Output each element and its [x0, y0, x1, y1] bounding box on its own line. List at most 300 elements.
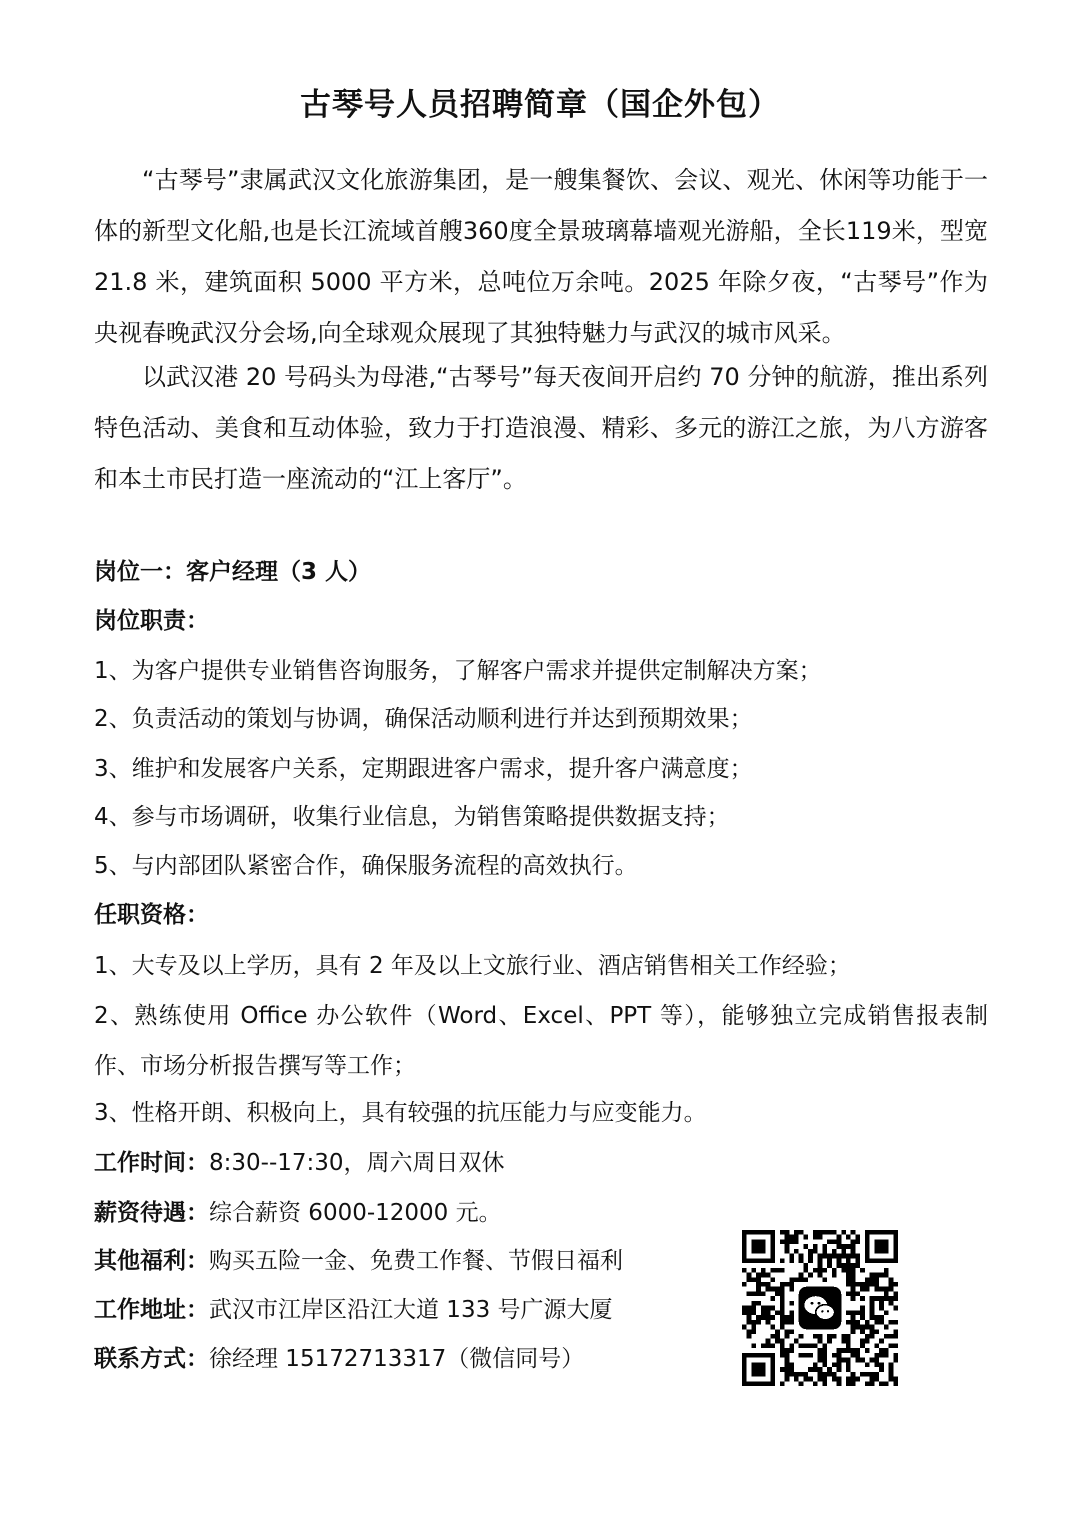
- qr-module: [893, 1320, 898, 1325]
- qr-module: [855, 1258, 860, 1263]
- qr-module: [751, 1343, 756, 1348]
- qr-module: [766, 1339, 771, 1344]
- qr-module: [860, 1287, 865, 1292]
- qr-module: [860, 1282, 865, 1287]
- qr-module: [770, 1277, 775, 1282]
- qr-module: [851, 1273, 856, 1278]
- qr-module: [860, 1306, 865, 1311]
- qr-module: [789, 1254, 794, 1259]
- qr-module: [893, 1353, 898, 1358]
- wechat-qr-code[interactable]: [742, 1230, 898, 1386]
- qr-module: [818, 1273, 823, 1278]
- qr-module: [789, 1367, 794, 1372]
- qr-module: [794, 1277, 799, 1282]
- qr-module: [785, 1315, 790, 1320]
- qr-module: [766, 1320, 771, 1325]
- qr-module: [832, 1273, 837, 1278]
- qr-module: [818, 1258, 823, 1263]
- qr-module: [761, 1273, 766, 1278]
- qr-module: [780, 1315, 785, 1320]
- qr-module: [860, 1296, 865, 1301]
- qr-module: [789, 1239, 794, 1244]
- detail-value: 武汉市江岸区沿江大道 133 号广源大厦: [209, 1297, 613, 1323]
- qr-module: [846, 1291, 851, 1296]
- qr-module: [879, 1273, 884, 1278]
- qr-module: [893, 1329, 898, 1334]
- qr-module: [846, 1377, 851, 1382]
- qr-module: [889, 1377, 894, 1382]
- qr-module: [889, 1296, 894, 1301]
- qr-module: [818, 1235, 823, 1240]
- qr-module: [879, 1306, 884, 1311]
- qr-module: [827, 1230, 832, 1235]
- qr-module: [766, 1343, 771, 1348]
- qr-module: [785, 1353, 790, 1358]
- qr-module: [803, 1244, 808, 1249]
- qr-module: [884, 1268, 889, 1273]
- qr-module: [884, 1296, 889, 1301]
- qr-module: [803, 1268, 808, 1273]
- qr-module: [747, 1329, 752, 1334]
- qr-module: [870, 1381, 875, 1386]
- qr-module: [780, 1291, 785, 1296]
- qr-module: [789, 1329, 794, 1334]
- qr-module: [780, 1353, 785, 1358]
- qr-module: [770, 1315, 775, 1320]
- qr-module: [780, 1325, 785, 1330]
- qr-module: [851, 1291, 856, 1296]
- qr-module: [747, 1334, 752, 1339]
- qr-module: [789, 1282, 794, 1287]
- qr-module: [855, 1377, 860, 1382]
- qr-module: [841, 1334, 846, 1339]
- qr-module: [822, 1353, 827, 1358]
- detail-label: 工作时间：: [94, 1150, 209, 1176]
- qr-module: [870, 1329, 875, 1334]
- qr-module: [865, 1325, 870, 1330]
- qr-module: [789, 1372, 794, 1377]
- qr-module: [874, 1277, 879, 1282]
- qr-module: [789, 1301, 794, 1306]
- qr-module: [785, 1320, 790, 1325]
- qr-module: [870, 1273, 875, 1278]
- qr-module: [889, 1320, 894, 1325]
- qualification-item: 2、熟练使用 Office 办公软件（Word、Excel、PPT 等），能够独立完成销售报表制作、市场分析报告撰写等工作；: [94, 1003, 988, 1079]
- qr-module: [789, 1315, 794, 1320]
- qr-module: [855, 1282, 860, 1287]
- qr-module: [770, 1325, 775, 1330]
- qr-module: [789, 1235, 794, 1240]
- qr-module: [832, 1254, 837, 1259]
- qr-module: [879, 1367, 884, 1372]
- qr-module: [751, 1310, 756, 1315]
- qr-module: [756, 1291, 761, 1296]
- qr-module: [780, 1296, 785, 1301]
- qr-module: [794, 1235, 799, 1240]
- qr-module: [860, 1372, 865, 1377]
- qr-module: [747, 1320, 752, 1325]
- qr-module: [822, 1268, 827, 1273]
- qr-module: [818, 1358, 823, 1363]
- qr-module: [756, 1301, 761, 1306]
- qr-module: [756, 1273, 761, 1278]
- qr-module: [822, 1230, 827, 1235]
- qr-module: [893, 1377, 898, 1382]
- qr-module: [822, 1381, 827, 1386]
- qr-module: [879, 1296, 884, 1301]
- qr-module: [799, 1230, 804, 1235]
- qr-module: [780, 1282, 785, 1287]
- qr-module: [865, 1339, 870, 1344]
- qr-module: [756, 1287, 761, 1292]
- duty-item: 1、为客户提供专业销售咨询服务，了解客户需求并提供定制解决方案；: [94, 658, 822, 684]
- qr-module: [751, 1320, 756, 1325]
- qr-module: [813, 1244, 818, 1249]
- qr-module: [766, 1310, 771, 1315]
- qr-module: [879, 1348, 884, 1353]
- qr-module: [799, 1372, 804, 1377]
- qr-module: [766, 1287, 771, 1292]
- qr-module: [808, 1273, 813, 1278]
- qr-module: [870, 1306, 875, 1311]
- qr-module: [879, 1301, 884, 1306]
- qr-module: [846, 1310, 851, 1315]
- qr-module: [813, 1381, 818, 1386]
- qr-module: [846, 1362, 851, 1367]
- qr-module: [751, 1329, 756, 1334]
- qr-module: [789, 1362, 794, 1367]
- qr-module: [808, 1258, 813, 1263]
- qr-module: [808, 1254, 813, 1259]
- qr-module: [874, 1362, 879, 1367]
- duty-item: 5、与内部团队紧密合作，确保服务流程的高效执行。: [94, 853, 638, 879]
- qr-module: [770, 1268, 775, 1273]
- qr-module: [851, 1381, 856, 1386]
- qr-module: [761, 1310, 766, 1315]
- qr-module: [822, 1358, 827, 1363]
- qr-module: [775, 1339, 780, 1344]
- qr-module: [775, 1310, 780, 1315]
- qr-module: [827, 1339, 832, 1344]
- qr-module: [846, 1235, 851, 1240]
- qr-module: [865, 1381, 870, 1386]
- duty-item: 2、负责活动的策划与协调，确保活动顺利进行并达到预期效果；: [94, 706, 753, 732]
- qr-module: [770, 1287, 775, 1292]
- qr-module: [889, 1362, 894, 1367]
- qr-module: [799, 1273, 804, 1278]
- duty-item: 3、维护和发展客户关系，定期跟进客户需求，提升客户满意度；: [94, 756, 753, 782]
- qr-module: [789, 1277, 794, 1282]
- qr-module: [865, 1320, 870, 1325]
- qr-module: [818, 1348, 823, 1353]
- qr-module: [851, 1287, 856, 1292]
- qr-module: [785, 1329, 790, 1334]
- qr-module: [879, 1320, 884, 1325]
- qr-module: [799, 1353, 804, 1358]
- qr-module: [832, 1334, 837, 1339]
- qr-module: [851, 1282, 856, 1287]
- qr-module: [742, 1282, 747, 1287]
- qr-module: [761, 1343, 766, 1348]
- qr-module: [884, 1291, 889, 1296]
- qr-module: [851, 1230, 856, 1235]
- qr-module: [813, 1367, 818, 1372]
- qr-module: [870, 1325, 875, 1330]
- qr-module: [808, 1377, 813, 1382]
- wechat-icon: [799, 1287, 842, 1330]
- qr-module: [747, 1277, 752, 1282]
- qr-module: [865, 1287, 870, 1292]
- qr-module: [822, 1343, 827, 1348]
- qr-module: [803, 1372, 808, 1377]
- qr-module: [874, 1358, 879, 1363]
- qr-module: [855, 1353, 860, 1358]
- qr-module: [799, 1258, 804, 1263]
- qualification-item: 3、性格开朗、积极向上，具有较强的抗压能力与应变能力。: [94, 1100, 707, 1126]
- qr-module: [780, 1320, 785, 1325]
- qr-module: [870, 1296, 875, 1301]
- qr-module: [855, 1239, 860, 1244]
- qr-module: [865, 1277, 870, 1282]
- qr-module: [884, 1334, 889, 1339]
- qr-module: [818, 1377, 823, 1382]
- qr-module: [851, 1268, 856, 1273]
- qr-module: [785, 1358, 790, 1363]
- qr-module: [747, 1291, 752, 1296]
- qr-module: [841, 1263, 846, 1268]
- qr-module: [846, 1268, 851, 1273]
- qualifications-heading: 任职资格：: [94, 902, 209, 928]
- qr-module: [813, 1334, 818, 1339]
- qr-module: [742, 1268, 747, 1273]
- qr-module: [841, 1358, 846, 1363]
- qr-module: [851, 1244, 856, 1249]
- qr-module: [893, 1296, 898, 1301]
- qr-module: [837, 1263, 842, 1268]
- qr-module: [822, 1377, 827, 1382]
- qr-module: [841, 1268, 846, 1273]
- qr-module: [832, 1362, 837, 1367]
- qr-module: [813, 1249, 818, 1254]
- qr-module: [770, 1343, 775, 1348]
- intro-paragraph-2: 以武汉港 20 号码头为母港,“古琴号”每天夜间开启约 70 分钟的航游，推出系列特色活动、美食和互动体验，致力于打造浪漫、精彩、多元的游江之旅，为八方游客和本土市民打造一座流动的“江上客厅”。: [94, 363, 988, 493]
- qr-module: [742, 1325, 747, 1330]
- qr-module: [874, 1329, 879, 1334]
- qr-module: [799, 1254, 804, 1259]
- qr-module: [785, 1244, 790, 1249]
- qr-module: [855, 1358, 860, 1363]
- qr-module: [860, 1310, 865, 1315]
- qr-module: [879, 1362, 884, 1367]
- qr-module: [775, 1334, 780, 1339]
- qr-module: [837, 1348, 842, 1353]
- qr-module: [889, 1301, 894, 1306]
- qr-module: [799, 1381, 804, 1386]
- detail-label: 薪资待遇：: [94, 1200, 209, 1226]
- qr-module: [837, 1239, 842, 1244]
- qr-module: [785, 1239, 790, 1244]
- qr-module: [818, 1372, 823, 1377]
- qr-module: [832, 1377, 837, 1382]
- page-title: 古琴号人员招聘简章（国企外包）: [300, 87, 780, 123]
- qr-module: [780, 1306, 785, 1311]
- qr-module: [846, 1277, 851, 1282]
- qr-module: [837, 1358, 842, 1363]
- qr-module: [780, 1301, 785, 1306]
- qr-module: [874, 1315, 879, 1320]
- qr-module: [785, 1235, 790, 1240]
- qr-module: [780, 1239, 785, 1244]
- qr-module: [770, 1296, 775, 1301]
- qr-module: [870, 1372, 875, 1377]
- qr-module: [884, 1381, 889, 1386]
- qr-module: [874, 1296, 879, 1301]
- qr-module: [751, 1268, 756, 1273]
- qr-module: [761, 1268, 766, 1273]
- qr-module: [770, 1334, 775, 1339]
- qr-module: [893, 1334, 898, 1339]
- qr-module: [761, 1291, 766, 1296]
- qr-module: [893, 1291, 898, 1296]
- qr-module: [851, 1277, 856, 1282]
- qr-module: [851, 1239, 856, 1244]
- qr-module: [789, 1310, 794, 1315]
- qr-module: [874, 1377, 879, 1382]
- qr-module: [855, 1320, 860, 1325]
- detail-value: 综合薪资 6000-12000 元。: [209, 1200, 502, 1226]
- qr-module: [803, 1235, 808, 1240]
- qr-module: [822, 1249, 827, 1254]
- qr-module: [822, 1244, 827, 1249]
- qr-module: [818, 1230, 823, 1235]
- qr-module: [870, 1301, 875, 1306]
- qr-module: [841, 1244, 846, 1249]
- qr-module: [827, 1367, 832, 1372]
- qr-module: [851, 1372, 856, 1377]
- qr-module: [846, 1343, 851, 1348]
- qr-module: [846, 1258, 851, 1263]
- qr-module: [884, 1287, 889, 1292]
- qr-module: [780, 1343, 785, 1348]
- qr-module: [780, 1367, 785, 1372]
- qr-module: [822, 1362, 827, 1367]
- qr-module: [766, 1282, 771, 1287]
- intro-paragraph-1: “古琴号”隶属武汉文化旅游集团，是一艘集餐饮、会议、观光、休闲等功能于一体的新型文化船,也是长江流域首艘360度全景玻璃幕墙观光游船，全长119米，型宽 21.8 米，建筑面积 5000 平方米，总吨位万余吨。2025 年除夕夜，“古琴号”作为央视春晚武汉分会场,向全球观众展现了其独特魅力与武汉的城市风采。: [94, 166, 988, 347]
- detail-value: 徐经理 15172713317（微信同号）: [209, 1346, 585, 1372]
- qr-module: [813, 1343, 818, 1348]
- qr-module: [827, 1258, 832, 1263]
- qr-module: [846, 1334, 851, 1339]
- qr-module: [818, 1353, 823, 1358]
- qr-module: [851, 1249, 856, 1254]
- qr-module: [874, 1287, 879, 1292]
- qr-module: [851, 1329, 856, 1334]
- qr-module: [837, 1254, 842, 1259]
- qr-module: [822, 1254, 827, 1259]
- qr-module: [860, 1325, 865, 1330]
- qr-module: [870, 1282, 875, 1287]
- qr-module: [794, 1339, 799, 1344]
- qr-module: [818, 1334, 823, 1339]
- qr-module: [846, 1320, 851, 1325]
- qr-module: [837, 1244, 842, 1249]
- qr-module: [766, 1315, 771, 1320]
- qr-module: [751, 1306, 756, 1311]
- qr-module: [870, 1277, 875, 1282]
- qr-module: [846, 1348, 851, 1353]
- qr-module: [865, 1334, 870, 1339]
- qr-module: [870, 1377, 875, 1382]
- qr-module: [879, 1381, 884, 1386]
- qr-module: [851, 1296, 856, 1301]
- detail-value: 8:30--17:30，周六周日双休: [209, 1150, 505, 1176]
- qr-module: [851, 1320, 856, 1325]
- qr-module: [889, 1334, 894, 1339]
- qr-module: [780, 1348, 785, 1353]
- qr-module: [865, 1372, 870, 1377]
- qr-module: [846, 1358, 851, 1363]
- qr-module: [870, 1334, 875, 1339]
- qr-module: [870, 1358, 875, 1363]
- qr-module: [747, 1315, 752, 1320]
- qr-module: [827, 1254, 832, 1259]
- qr-module: [818, 1268, 823, 1273]
- qr-module: [789, 1343, 794, 1348]
- qr-module: [747, 1310, 752, 1315]
- qr-module: [889, 1372, 894, 1377]
- qr-module: [837, 1362, 842, 1367]
- qr-module: [775, 1291, 780, 1296]
- qr-module: [841, 1254, 846, 1259]
- qr-module: [837, 1367, 842, 1372]
- qr-module: [756, 1282, 761, 1287]
- qr-module: [851, 1310, 856, 1315]
- qr-module: [761, 1282, 766, 1287]
- qr-module: [785, 1249, 790, 1254]
- qualification-item: 1、大专及以上学历，具有 2 年及以上文旅行业、酒店销售相关工作经验；: [94, 953, 851, 979]
- qr-module: [879, 1339, 884, 1344]
- qr-module: [789, 1348, 794, 1353]
- qr-module: [761, 1315, 766, 1320]
- qr-module: [846, 1244, 851, 1249]
- qr-module: [889, 1287, 894, 1292]
- qr-module: [818, 1339, 823, 1344]
- qr-module: [780, 1339, 785, 1344]
- qr-module: [855, 1291, 860, 1296]
- qr-module: [846, 1254, 851, 1259]
- qr-module: [860, 1343, 865, 1348]
- qr-module: [874, 1320, 879, 1325]
- qr-module: [865, 1362, 870, 1367]
- position-heading: 岗位一：客户经理（3 人）: [94, 559, 372, 585]
- qr-module: [832, 1230, 837, 1235]
- qr-module: [785, 1362, 790, 1367]
- qr-module: [860, 1315, 865, 1320]
- qr-module: [785, 1348, 790, 1353]
- detail-label: 联系方式：: [94, 1346, 209, 1372]
- qr-module: [770, 1306, 775, 1311]
- qr-module: [785, 1230, 790, 1235]
- qr-module: [818, 1254, 823, 1259]
- qr-module: [893, 1358, 898, 1363]
- qr-module: [851, 1315, 856, 1320]
- qr-module: [855, 1254, 860, 1259]
- qr-module: [874, 1372, 879, 1377]
- qr-module: [799, 1334, 804, 1339]
- qr-module: [874, 1273, 879, 1278]
- qr-module: [846, 1263, 851, 1268]
- qr-module: [813, 1230, 818, 1235]
